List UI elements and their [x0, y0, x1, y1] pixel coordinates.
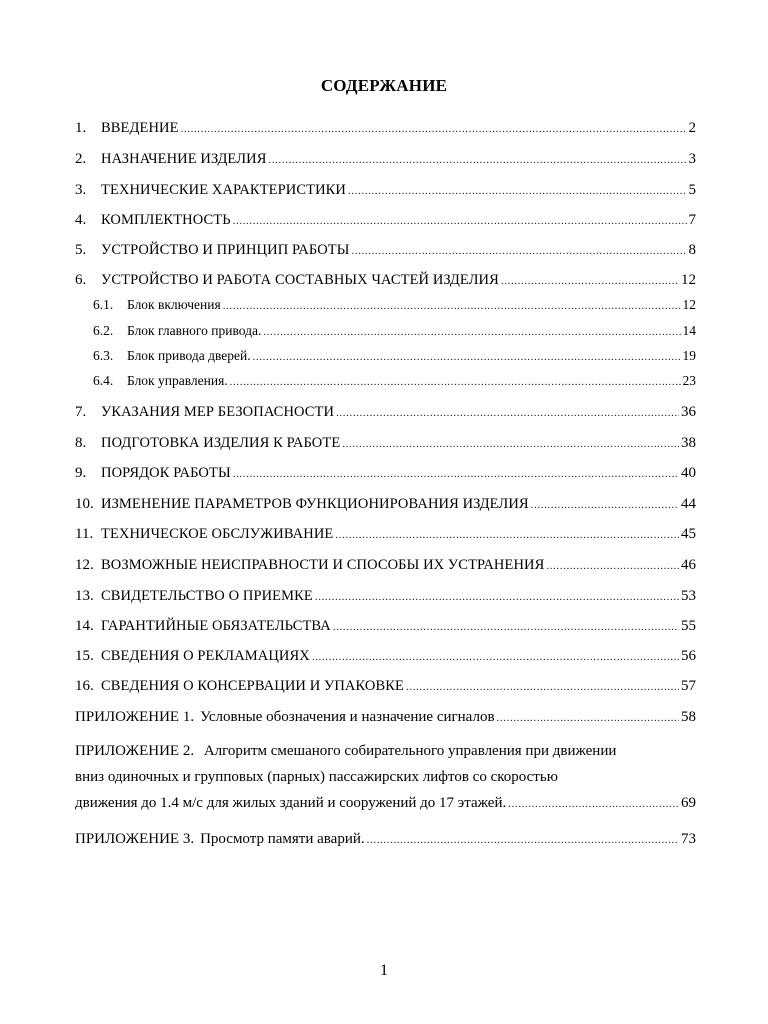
toc-subentry-6-1[interactable] — [93, 294, 696, 316]
toc-entry-label: ТЕХНИЧЕСКИЕ ХАРАКТЕРИСТИКИ — [101, 182, 346, 198]
toc-dot-leader — [367, 827, 679, 853]
toc-entry-page: 8 — [688, 242, 696, 258]
toc-entry-5[interactable] — [75, 239, 696, 261]
toc-entry-number: 15. — [75, 648, 94, 664]
toc-dot-leader — [333, 616, 679, 638]
toc-entry-page: 12 — [681, 272, 696, 288]
toc-entry-label: ПОРЯДОК РАБОТЫ — [101, 465, 231, 481]
toc-entry-label: СВЕДЕНИЯ О КОНСЕРВАЦИИ И УПАКОВКЕ — [101, 678, 404, 694]
toc-entry-page: 55 — [681, 618, 696, 634]
toc-entry-number: 9. — [75, 465, 87, 481]
toc-dot-leader — [230, 371, 681, 393]
toc-entry-9[interactable] — [75, 462, 696, 484]
toc-entry-label: УКАЗАНИЯ МЕР БЕЗОПАСНОСТИ — [101, 404, 335, 420]
toc-entry-number: 6.3. — [93, 348, 114, 363]
toc-entry-page: 12 — [682, 297, 696, 312]
appendix-title-line-1: Алгоритм смешаного собирательного управления при движении — [203, 743, 617, 759]
toc-appendix-3[interactable] — [75, 826, 696, 853]
toc-entry-page: 57 — [681, 678, 696, 694]
toc-subentry-6-3[interactable] — [93, 345, 696, 367]
toc-entry-label: Блок управления. — [127, 373, 228, 388]
toc-entry-page: 46 — [681, 557, 696, 573]
toc-entry-16[interactable] — [75, 675, 696, 697]
toc-entry-page: 73 — [681, 831, 696, 847]
toc-entry-label: КОМПЛЕКТНОСТЬ — [101, 212, 231, 228]
toc-entry-12[interactable] — [75, 554, 696, 576]
toc-entry-page: 38 — [681, 435, 696, 451]
toc-entry-label: УСТРОЙСТВО И РАБОТА СОСТАВНЫХ ЧАСТЕЙ ИЗДЕЛИЯ — [101, 272, 499, 288]
toc-entry-label: СВИДЕТЕЛЬСТВО О ПРИЕМКЕ — [101, 588, 313, 604]
toc-dot-leader — [253, 346, 681, 368]
appendix-title: Просмотр памяти аварий. — [200, 831, 365, 847]
toc-entry-page: 53 — [681, 588, 696, 604]
toc-entry-page: 36 — [681, 404, 696, 420]
toc-entry-label: Блок включения — [127, 297, 221, 312]
toc-dot-leader — [351, 240, 686, 262]
toc-entry-label: ТЕХНИЧЕСКОЕ ОБСЛУЖИВАНИЕ — [101, 526, 334, 542]
toc-dot-leader — [508, 791, 679, 817]
toc-dot-leader — [501, 270, 679, 292]
toc-appendix-2[interactable] — [75, 738, 696, 817]
toc-dot-leader — [233, 463, 679, 485]
toc-entry-page: 14 — [682, 323, 696, 338]
appendix-prefix: ПРИЛОЖЕНИЕ 1. — [75, 709, 195, 725]
toc-entry-8[interactable] — [75, 432, 696, 454]
page-number: 1 — [380, 962, 388, 979]
toc-entry-4[interactable] — [75, 209, 696, 231]
toc-entry-page: 7 — [688, 212, 696, 228]
toc-entry-page: 3 — [688, 151, 696, 167]
toc-appendix-1[interactable] — [75, 704, 696, 731]
toc-dot-leader — [315, 586, 679, 608]
toc-entry-label: ПОДГОТОВКА ИЗДЕЛИЯ К РАБОТЕ — [101, 435, 341, 451]
toc-entry-6[interactable] — [75, 269, 696, 291]
toc-entry-label: ГАРАНТИЙНЫЕ ОБЯЗАТЕЛЬСТВА — [101, 618, 331, 634]
toc-dot-leader — [181, 118, 687, 140]
toc-entry-number: 13. — [75, 588, 94, 604]
toc-dot-leader — [335, 524, 679, 546]
toc-entry-number: 3. — [75, 182, 87, 198]
toc-entry-page: 23 — [682, 373, 696, 388]
toc-entry-1[interactable] — [75, 117, 696, 139]
toc-dot-leader — [342, 433, 679, 455]
toc-entry-number: 10. — [75, 496, 94, 512]
toc-dot-leader — [336, 402, 679, 424]
toc-entry-number: 6.4. — [93, 373, 114, 388]
toc-entry-label: УСТРОЙСТВО И ПРИНЦИП РАБОТЫ — [101, 242, 350, 258]
toc-dot-leader — [312, 646, 679, 668]
toc-entry-2[interactable] — [75, 148, 696, 170]
toc-dot-leader — [268, 149, 686, 171]
toc-entry-number: 1. — [75, 120, 87, 136]
toc-dot-leader — [223, 295, 681, 317]
toc-entry-number: 5. — [75, 242, 87, 258]
toc-entry-number: 14. — [75, 618, 94, 634]
toc-entry-7[interactable] — [75, 401, 696, 423]
toc-entry-number: 16. — [75, 678, 94, 694]
appendix-prefix: ПРИЛОЖЕНИЕ 3. — [75, 831, 195, 847]
toc-entry-page: 45 — [681, 526, 696, 542]
toc-dot-leader — [406, 676, 679, 698]
appendix-prefix: ПРИЛОЖЕНИЕ 2. — [75, 743, 195, 759]
toc-entry-13[interactable] — [75, 585, 696, 607]
toc-entry-number: 2. — [75, 151, 87, 167]
toc-entry-page: 40 — [681, 465, 696, 481]
toc-entry-number: 12. — [75, 557, 94, 573]
toc-subentry-6-2[interactable] — [93, 320, 696, 342]
toc-entry-label: СВЕДЕНИЯ О РЕКЛАМАЦИЯХ — [101, 648, 310, 664]
toc-entry-3[interactable] — [75, 179, 696, 201]
toc-subentry-6-4[interactable] — [93, 370, 696, 392]
toc-entry-page: 56 — [681, 648, 696, 664]
toc-entry-number: 6.1. — [93, 297, 114, 312]
toc-entry-label: ИЗМЕНЕНИЕ ПАРАМЕТРОВ ФУНКЦИОНИРОВАНИЯ ИЗДЕЛИЯ — [101, 496, 529, 512]
toc-entry-label: ВВЕДЕНИЕ — [101, 120, 179, 136]
toc-entry-14[interactable] — [75, 615, 696, 637]
toc-entry-label: НАЗНАЧЕНИЕ ИЗДЕЛИЯ — [101, 151, 267, 167]
toc-entry-page: 2 — [688, 120, 696, 136]
toc-entry-label: ВОЗМОЖНЫЕ НЕИСПРАВНОСТИ И СПОСОБЫ ИХ УСТРАНЕНИЯ — [101, 557, 545, 573]
toc-entry-page: 58 — [681, 709, 696, 725]
toc-dot-leader — [233, 210, 687, 232]
toc-entry-number: 6. — [75, 272, 87, 288]
appendix-title: Условные обозначения и назначение сигналов — [200, 709, 495, 725]
toc-entry-15[interactable] — [75, 645, 696, 667]
page-title: СОДЕРЖАНИЕ — [320, 76, 448, 95]
toc-entry-10[interactable] — [75, 493, 696, 515]
toc-entry-page: 44 — [681, 496, 696, 512]
toc-entry-number: 11. — [75, 526, 94, 542]
toc-dot-leader — [531, 494, 679, 516]
toc-dot-leader — [546, 555, 679, 577]
toc-entry-number: 4. — [75, 212, 87, 228]
toc-entry-11[interactable] — [75, 523, 696, 545]
toc-entry-page: 5 — [688, 182, 696, 198]
toc-entry-number: 8. — [75, 435, 87, 451]
toc-entry-page: 69 — [681, 795, 696, 811]
toc-entry-label: Блок привода дверей. — [127, 348, 251, 363]
toc-dot-leader — [263, 321, 680, 343]
toc-entry-number: 6.2. — [93, 323, 114, 338]
appendix-title-line-2: вниз одиночных и групповых (парных) пассажирских лифтов со скоростью — [75, 769, 558, 785]
toc-dot-leader — [497, 705, 679, 731]
toc-entry-page: 19 — [682, 348, 696, 363]
toc-entry-label: Блок главного привода. — [127, 323, 262, 338]
appendix-title-line-3: движения до 1.4 м/с для жилых зданий и сооружений до 17 этажей. — [75, 795, 507, 811]
toc-entry-number: 7. — [75, 404, 87, 420]
toc-dot-leader — [348, 180, 687, 202]
